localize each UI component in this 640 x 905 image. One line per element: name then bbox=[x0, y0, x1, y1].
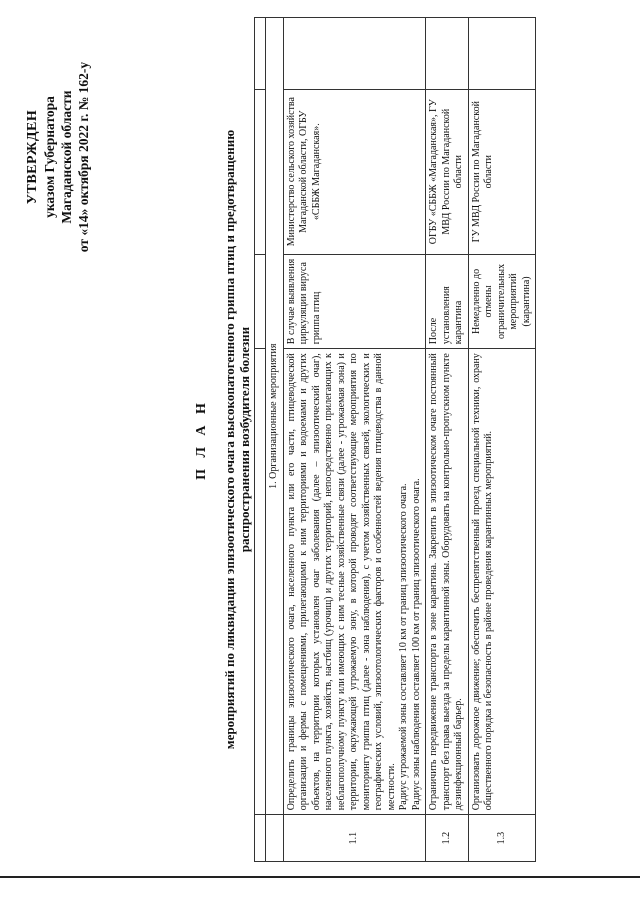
table-header-row bbox=[255, 18, 266, 862]
row-term: В случае выявления циркуляции вируса гриппа птиц bbox=[283, 254, 426, 348]
row-number: 1.1 bbox=[283, 815, 426, 862]
plan-subtitle-2: распространения возбудителя болезни bbox=[237, 326, 252, 553]
header-cell-number bbox=[255, 815, 266, 862]
table-row bbox=[426, 18, 469, 862]
header-cell-responsible bbox=[255, 89, 266, 254]
section-number-cell bbox=[266, 815, 284, 862]
table-row bbox=[468, 18, 536, 862]
approval-title: УТВЕРЖДЕН bbox=[25, 109, 40, 205]
rotated-document-page bbox=[16, 17, 616, 862]
row-extra bbox=[426, 18, 469, 90]
row-term: Немедленно до отмены ограничительных мероприятий (карантина) bbox=[468, 254, 536, 348]
row-extra bbox=[468, 18, 536, 90]
page-bottom-rule bbox=[0, 876, 640, 878]
plan-heading: П Л А Н bbox=[194, 399, 209, 480]
header-cell-extra bbox=[255, 18, 266, 90]
section-title: 1. Организационные мероприятия bbox=[266, 18, 284, 815]
row-responsible: Министерство сельского хозяйства Магаданской области, ОГБУ «СББЖ Магаданская». bbox=[283, 89, 426, 254]
table-row bbox=[283, 18, 426, 862]
plan-title-block bbox=[194, 17, 252, 862]
section-row bbox=[266, 18, 284, 862]
measures-table bbox=[254, 17, 536, 862]
row-responsible: ОГБУ «СББЖ «Магаданская», ГУ МВД России по Магаданской области bbox=[426, 89, 469, 254]
approval-line-3: от «14» октября 2022 г. № 162-у bbox=[76, 61, 91, 253]
row-extra bbox=[283, 18, 426, 90]
row-action-text: Определить границы эпизоотического очага, населенного пункта или его части, птицеводческой организации и фермы с помещениями, прилегающими к ним территориями и водоемами и других объектов, на территории которых установлен очаг заболевания (далее – эпизоотический очаг), населенного пункта, хозяйств, настбищ (урочищ) и других территорий, непосредственно прилегающих к неблагополучному пункту или имеющих с ним тесные хозяйственные связи (далее - угрожаемая зона) и территории, окружающей угрожаемую зону, в которой проводят соответствующие мероприятия по мониторингу гриппа птиц (далее - зона наблюдения), с учетом хозяйственных связей, экологических и географических условий, эпизоотологических факторов и особенностей ведения птицеводства в данной местности. bbox=[285, 353, 397, 811]
row-action-radius-threat: Радиус угрожаемой зоны составляет 10 км от границ эпизоотического очага. bbox=[398, 483, 409, 811]
row-action-radius-observation: Радиус зоны наблюдения составляет 100 км от границ эпизоотического очага. bbox=[410, 478, 422, 811]
row-action: Организовать дорожное движение; обеспечить беспрепятственный проезд специальной техники, охрану общественного порядка и безопасность в районе проведения карантинных мероприятий. bbox=[468, 349, 536, 815]
row-action: Ограничить передвижение транспорта в зоне карантина. Закрепить в эпизоотическом очаге постоянный транспорт без права выезда за пределы карантинной зоны. Оборудовать на контрольно-пропускном пункте дезинфекционный барьер. bbox=[426, 349, 469, 815]
header-cell-term bbox=[255, 254, 266, 348]
row-action bbox=[283, 349, 426, 815]
row-responsible: ГУ МВД России по Магаданской области bbox=[468, 89, 536, 254]
approval-line-1: указом Губернатора bbox=[42, 96, 57, 218]
row-number: 1.3 bbox=[468, 815, 536, 862]
row-term: После установления карантина bbox=[426, 254, 469, 348]
plan-subtitle-1: мероприятий по ликвидации эпизоотического очага высокопатогенного гриппа птиц и предотвращению bbox=[222, 129, 237, 750]
header-cell-action bbox=[255, 349, 266, 815]
approval-line-2: Магаданской области bbox=[59, 90, 74, 224]
row-number: 1.2 bbox=[426, 815, 469, 862]
approval-stamp bbox=[24, 27, 92, 287]
